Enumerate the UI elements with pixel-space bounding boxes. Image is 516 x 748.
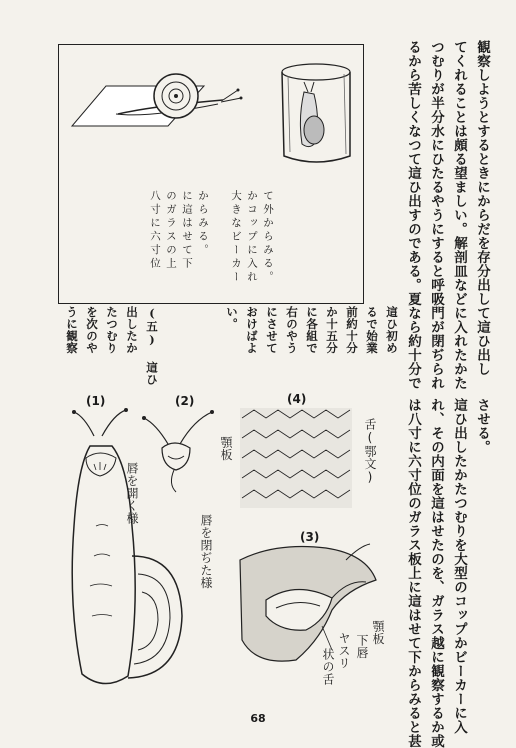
figure-3-label: (3)	[300, 530, 320, 544]
side-text-3: 前約十分	[345, 306, 359, 354]
side-text-2: るで始業	[365, 306, 379, 354]
label-file-tongue: ヤスリ	[337, 632, 351, 670]
side-text-10: (五) 這ひ	[145, 306, 159, 386]
label-jaw-plate: 顎板	[219, 436, 233, 461]
main-text-line-6: 這ひ出したかたつむりを大型のコップかビーカーに入	[451, 398, 467, 734]
page-number: 68	[250, 712, 266, 725]
label-teeth: 舌(鄂文)	[363, 418, 377, 485]
main-text-line-3: つむりが半分水にひたるやうにすると呼吸門が閉ぢられ	[428, 40, 444, 390]
side-text-1: 這ひ初め	[385, 306, 399, 354]
figure-1-label: (1)	[86, 394, 106, 408]
caption-plate-3: に這はせて下	[181, 190, 193, 271]
caption-beaker-3: て外からみる。	[262, 190, 274, 285]
side-text-5: に各組で	[305, 306, 319, 354]
snail-head-figure-2	[138, 404, 228, 494]
label-lip-closed: 唇を閉ぢた様	[199, 514, 213, 589]
label-lip-open: 唇を開く様	[125, 462, 139, 525]
caption-beaker-1: 大きなビーカー	[230, 190, 242, 285]
radula-teeth-figure-4	[238, 404, 358, 514]
caption-plate-4: からみる。	[197, 190, 209, 258]
label-lower-lip: 下唇	[355, 634, 369, 659]
snail-observation-illustration	[58, 44, 364, 304]
side-text-11: 出したか	[125, 306, 139, 354]
side-text-8: おけばよ	[245, 306, 259, 354]
figure-2-label: (2)	[175, 394, 195, 408]
label-jaw-plate-2: 顎板	[371, 620, 385, 645]
side-text-6: 右のやう	[285, 306, 299, 354]
caption-beaker-2: かコップに入れ	[246, 190, 258, 285]
side-text-13: を次のや	[85, 306, 99, 354]
main-text-line-2: てくれることは頗る望ましい。解剖皿などに入れたかた	[451, 40, 467, 390]
label-file-tongue-2: 状の舌	[321, 648, 335, 686]
caption-plate-1: 八寸に六寸位	[149, 190, 161, 271]
side-text-14: うに観察	[65, 306, 79, 354]
side-text-9: い。	[225, 306, 239, 330]
main-text-line-7: れ、その内面を這はせたのを、ガラス越に観察するか或	[428, 398, 444, 748]
side-text-12: たつむり	[105, 306, 119, 354]
main-text-line-8: は八寸に六寸位のガラス板上に這はせて下からみると甚	[405, 398, 421, 748]
main-text-line-4: るから苦しくなつて這ひ出すのである。夏なら約十分で	[405, 40, 421, 390]
main-text-line-5: させる。	[474, 398, 490, 454]
figure-4-label: (4)	[287, 392, 307, 406]
main-text-line-1: 観察しようとするときにからだを存分出して這ひ出し	[474, 40, 490, 376]
side-text-4: か十五分	[325, 306, 339, 354]
caption-plate-2: のガラスの上	[165, 190, 177, 271]
side-text-7: にさせて	[265, 306, 279, 354]
